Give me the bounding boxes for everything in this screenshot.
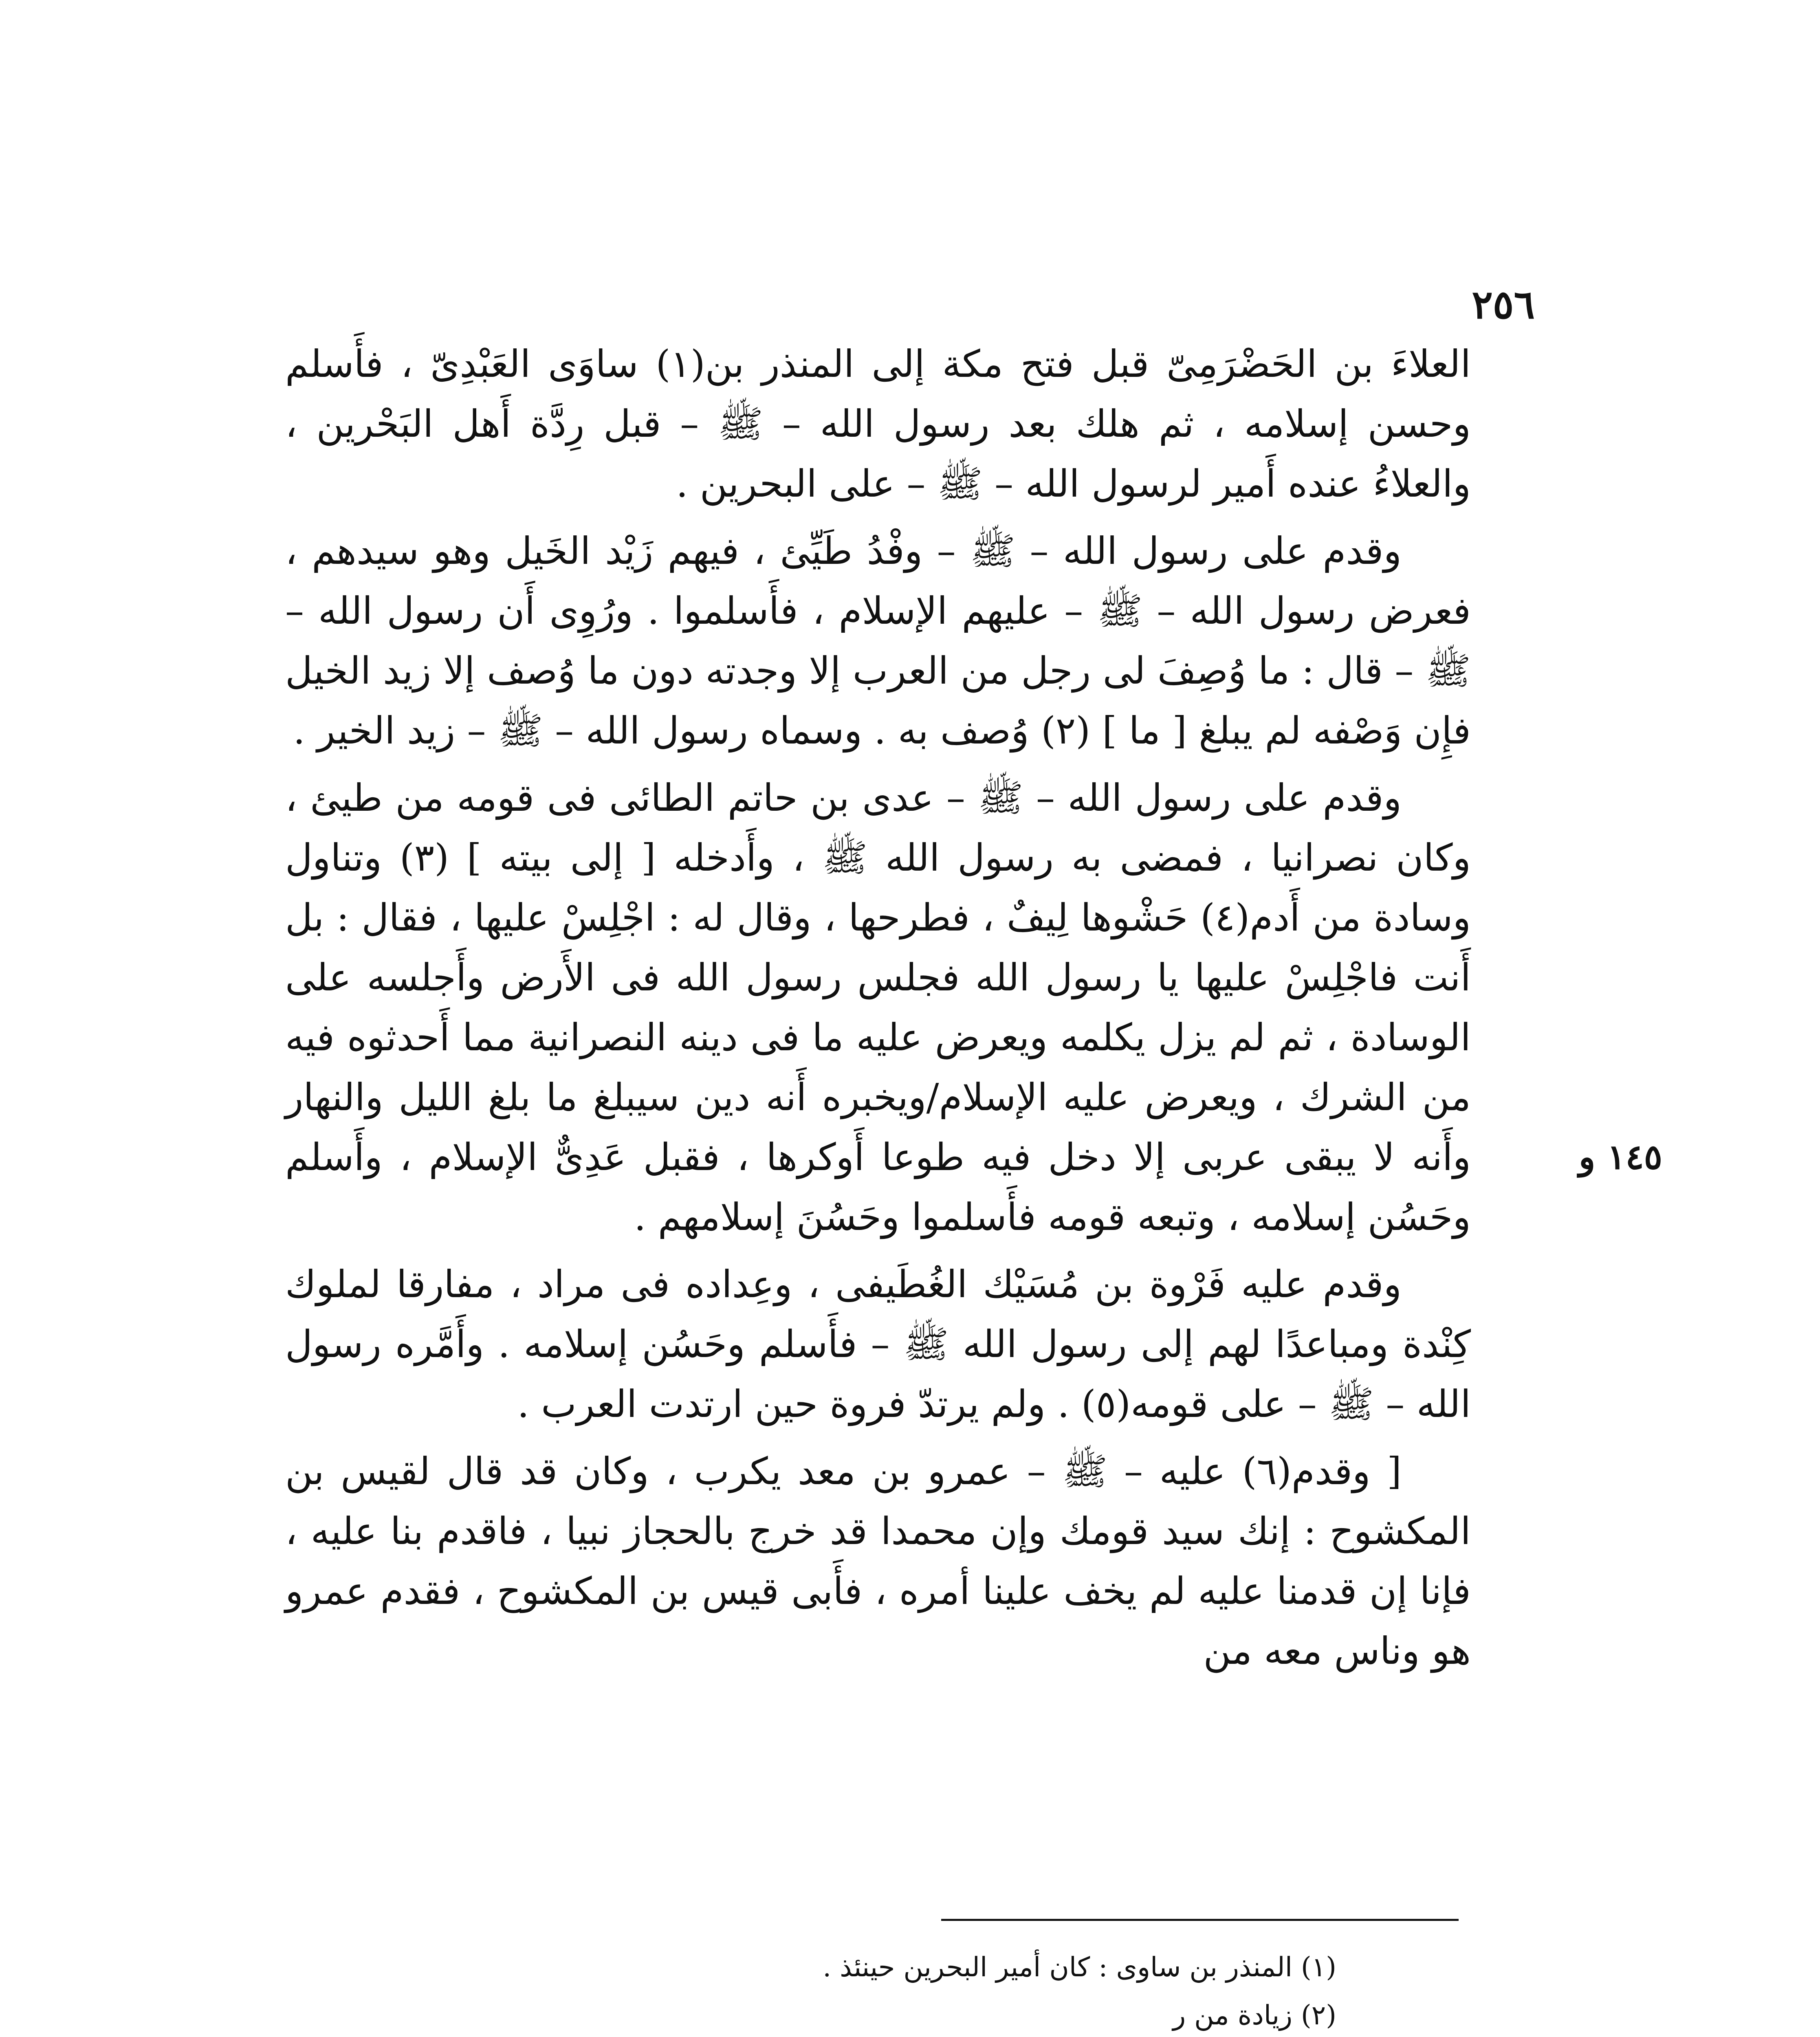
paragraph: [ وقدم(٦) عليه – ﷺ – عمرو بن معد يكرب ، وكان قد قال لقيس بن المكشوح : إنك سيد قومك وإن محمدا قد خرج بالحجاز نبيا ، فاقدم بنا عليه ، فإنا إن قدمنا عليه لم يخف علينا أمره ، فأَبى قيس بن المكشوح ، فقدم عمرو هو وناس معه من [285,1450,1471,1673]
paragraph: وقدم على رسول الله – ﷺ – عدى بن حاتم الطائى فى قومه من طيئ ، وكان نصرانيا ، فمضى به رسول الله ﷺ ، وأَدخله [ إلى بيته ] (٣) وتناول وسادة من أَدم(٤) حَشْوها لِيفٌ ، فطرحها ، وقال له : اجْلِسْ عليها ، فقال : بل أَنت فاجْلِسْ عليها يا رسول الله فجلس رسول الله فى الأَرض وأَجلسه على الوسادة ، ثم لم يزل يكلمه ويعرض عليه ما فى دينه النصرانية مما أَحدثوه فيه من الشرك ، ويعرض عليه الإسلام/ويخبره أَنه دين سيبلغ ما بلغ الليل والنهار وأَنه لا يبقى عربى إلا دخل فيه طوعا أَوكرها ، فقبل عَدِىٌّ الإسلام ، وأَسلم وحَسُن إسلامه ، وتبعه قومه فأَسلموا وحَسُنَ إسلامهم . [285,776,1471,1239]
margin-folio-note: ١٤٥ و [1578,1137,1662,1177]
main-text-body [285,334,1471,1688]
footnote: (١) المنذر بن ساوى : كان أمير البحرين حينئذ . [823,1951,1336,1983]
page-number: ٢٥٦ [1472,282,1535,328]
footnotes [285,1943,1459,2037]
paragraph: وقدم عليه فَرْوة بن مُسَيْك الغُطَيفى ، وعِداده فى مراد ، مفارقا لملوك كِنْدة ومباعدًا لهم إلى رسول الله ﷺ – فأَسلم وحَسُن إسلامه . وأَمَّره رسول الله – ﷺ – على قومه(٥) . ولم يرتدّ فروة حين ارتدت العرب . [285,1263,1471,1426]
footnote: (٢) زيادة من ر [1173,2000,1336,2031]
footnote-divider [941,1919,1459,1921]
paragraph: وقدم على رسول الله – ﷺ – وفْدُ طَيِّئ ، فيهم زَيْد الخَيل وهو سيدهم ، فعرض رسول الله – ﷺ – عليهم الإسلام ، فأَسلموا . ورُوِى أَن رسول الله – ﷺ – قال : ما وُصِفَ لى رجل من العرب إلا وجدته دون ما وُصف إلا زيد الخيل فإِن وَصْفه لم يبلغ [ ما ] (٢) وُصف به . وسماه رسول الله – ﷺ – زيد الخير . [285,529,1471,752]
paragraph: العلاءَ بن الحَضْرَمِىّ قبل فتح مكة إلى المنذر بن(١) ساوَى العَبْدِىّ ، فأَسلم وحسن إسلامه ، ثم هلك بعد رسول الله – ﷺ – قبل رِدَّة أَهل البَحْرين ، والعلاءُ عنده أَمير لرسول الله – ﷺ – على البحرين . [285,342,1471,506]
